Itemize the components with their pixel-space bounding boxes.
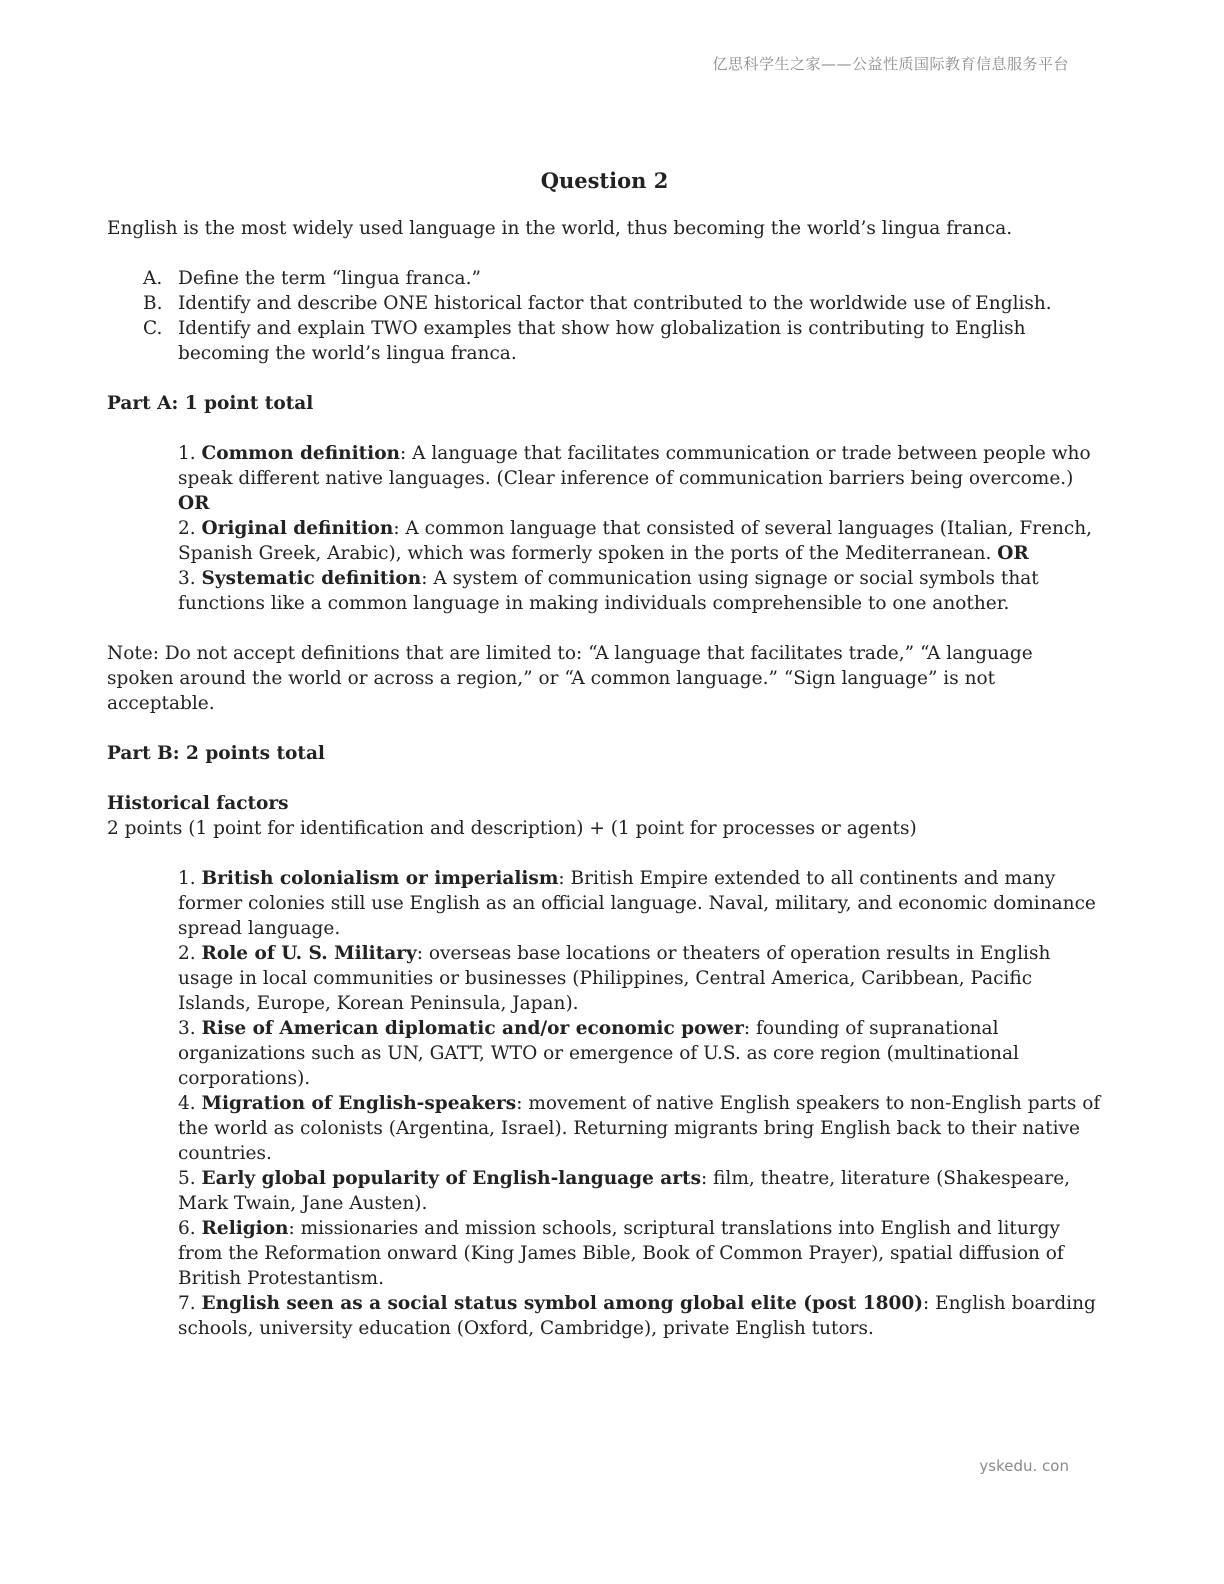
task-text: Define the term “lingua franca.”: [178, 268, 481, 289]
item-text: : movement of native English speakers to non-English parts of the world as colonists (Argentina, Israel). Returning migrants bring English back to their native countries.: [178, 1093, 1101, 1164]
factor-item: [178, 1216, 1102, 1291]
definition-item: [178, 441, 1102, 516]
factor-item: [178, 1291, 1102, 1341]
item-number: 2.: [178, 943, 202, 964]
item-number: 7.: [178, 1293, 202, 1314]
item-text: : British Empire extended to all continents and many former colonies still use English as an official language. Naval, military, and economic dominance spread language.: [178, 868, 1096, 939]
page-header-text: 亿思科学生之家——公益性质国际教育信息服务平台: [712, 55, 1069, 73]
item-number: 6.: [178, 1218, 202, 1239]
part-a-heading: Part A: 1 point total: [107, 393, 314, 414]
page-footer-text: yskedu. con: [979, 1457, 1069, 1475]
document-body: [107, 166, 1102, 1341]
or-label: OR: [997, 543, 1029, 564]
historical-factors-list: [107, 866, 1102, 1341]
item-text: : film, theatre, literature (Shakespeare, Mark Twain, Jane Austen).: [178, 1168, 1071, 1214]
item-term: Migration of English-speakers: [201, 1093, 517, 1114]
task-letter: B.: [143, 293, 163, 314]
item-number: 5.: [178, 1168, 202, 1189]
part-b-heading: Part B: 2 points total: [107, 743, 325, 764]
factor-item: [178, 941, 1102, 1016]
or-label: OR: [178, 493, 210, 514]
definition-item: [178, 516, 1102, 566]
task-letter: C.: [143, 318, 163, 339]
item-text: : missionaries and mission schools, scriptural translations into English and liturgy from the Reformation onward (King James Bible, Book of Common Prayer), spatial diffusion of British Protestantism.: [178, 1218, 1064, 1289]
factor-item: [178, 1166, 1102, 1216]
item-number: 1.: [178, 443, 202, 464]
task-text: Identify and describe ONE historical factor that contributed to the worldwide use of English.: [178, 293, 1052, 314]
item-term: Role of U. S. Military: [201, 943, 417, 964]
question-prompt: English is the most widely used language in the world, thus becoming the world’s lingua franca.: [107, 218, 1013, 239]
item-term: Original definition: [201, 518, 394, 539]
item-number: 4.: [178, 1093, 202, 1114]
factor-item: [178, 1016, 1102, 1091]
definition-item: [178, 566, 1102, 616]
item-text: : A system of communication using signage or social symbols that functions like a common language in making individuals comprehensible to one another.: [178, 568, 1039, 614]
item-term: Early global popularity of English-language arts: [201, 1168, 701, 1189]
item-term: Systematic definition: [201, 568, 422, 589]
item-term: British colonialism or imperialism: [201, 868, 559, 889]
item-term: English seen as a social status symbol among global elite (post 1800): [201, 1293, 923, 1314]
item-number: 2.: [178, 518, 202, 539]
part-a-note: Note: Do not accept definitions that are limited to: “A language that facilitates trade,” “A language spoken around the world or across a region,” or “A common language.” “Sign language” is not acceptable.: [107, 643, 1033, 714]
item-text: : founding of supranational organizations such as UN, GATT, WTO or emergence of U.S. as core region (multinational corporations).: [178, 1018, 1019, 1089]
part-b-scoring: 2 points (1 point for identification and description) + (1 point for processes or agents): [107, 818, 917, 839]
task-letter: A.: [143, 268, 163, 289]
item-number: 3.: [178, 1018, 202, 1039]
task-item-c: [107, 316, 1102, 366]
factor-item: [178, 866, 1102, 941]
question-title: Question 2: [540, 168, 669, 193]
historical-factors-heading: Historical factors: [107, 793, 289, 814]
task-text: Identify and explain TWO examples that show how globalization is contributing to English becoming the world’s lingua franca.: [178, 318, 1026, 364]
task-item-b: [107, 291, 1102, 316]
task-item-a: [107, 266, 1102, 291]
item-text: : English boarding schools, university education (Oxford, Cambridge), private English tutors.: [178, 1293, 1096, 1339]
item-term: Rise of American diplomatic and/or economic power: [201, 1018, 744, 1039]
task-list: [107, 266, 1102, 366]
item-number: 3.: [178, 568, 202, 589]
item-number: 1.: [178, 868, 202, 889]
item-text: : overseas base locations or theaters of operation results in English usage in local communities or businesses (Philippines, Central America, Caribbean, Pacific Islands, Europe, Korean Peninsula, Japan).: [178, 943, 1051, 1014]
factor-item: [178, 1091, 1102, 1166]
item-term: Common definition: [201, 443, 400, 464]
item-text: : A common language that consisted of several languages (Italian, French, Spanish Greek, Arabic), which was formerly spoken in the ports of the Mediterranean.: [178, 518, 1093, 564]
part-a-definitions: [107, 441, 1102, 616]
item-text: : A language that facilitates communication or trade between people who speak different native languages. (Clear inference of communication barriers being overcome.): [178, 443, 1091, 489]
item-term: Religion: [201, 1218, 289, 1239]
